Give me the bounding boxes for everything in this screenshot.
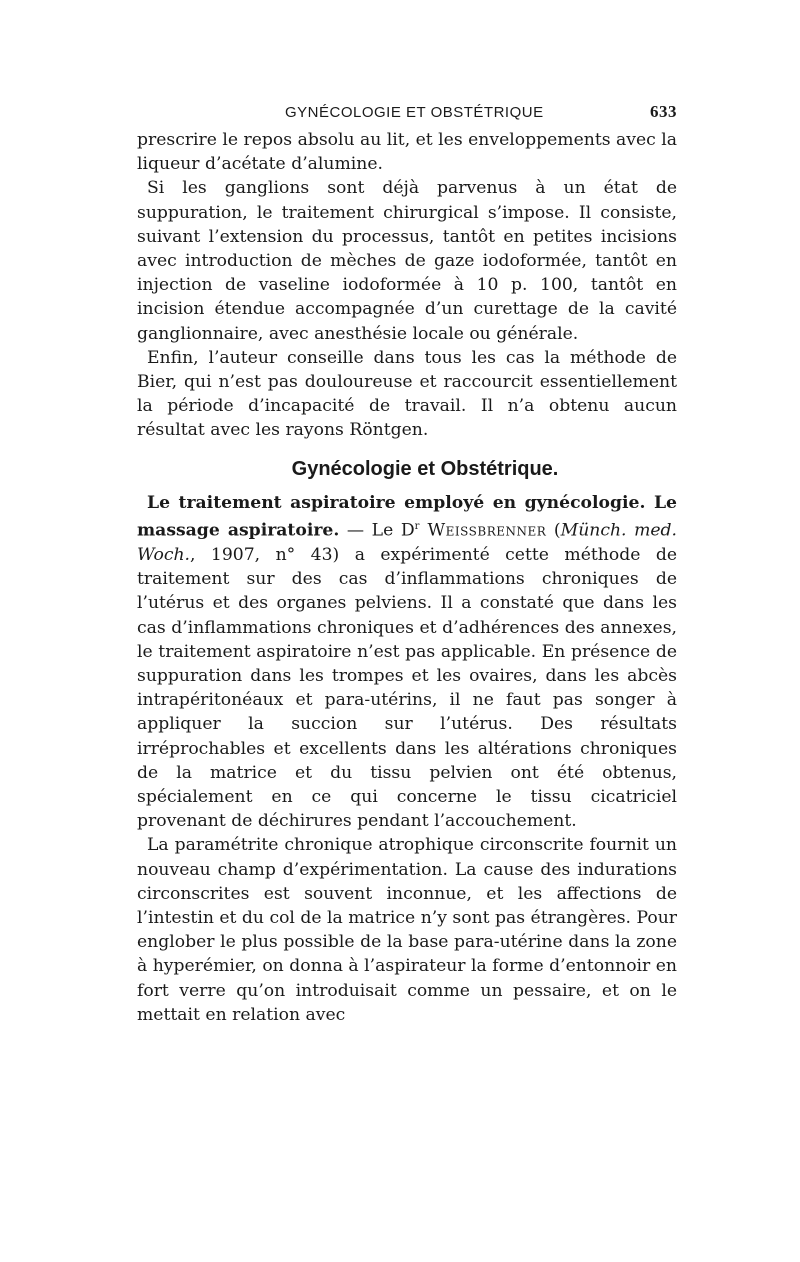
author-lead: — Le D	[339, 520, 415, 541]
book-page	[137, 100, 677, 1027]
article-paragraph-parametrite: La paramétrite chronique atrophique circonscrite fournit un nouveau champ d’expérimentation. La cause des indurations circonscrites est souvent inconnue, et les affections de l’intestin et du col de la matrice n’y sont pas étrangères. Pour englober le plus possible de la base para-utérine dans la zone à hyperémier, on donna à l’aspirateur la forme d’entonnoir en fort verre qu’on introduisait comme un pessaire, et on le mettait en relation avec	[137, 835, 677, 1025]
paragraph-bier-method: Enfin, l’auteur conseille dans tous les cas la méthode de Bier, qui n’est pas douloureuse et raccourcit essentiellement la période d’incapacité de travail. Il n’a obtenu aucun résultat avec les rayons Röntgen.	[137, 347, 677, 441]
paragraph-suppuration: Si les ganglions sont déjà parvenus à un état de suppuration, le traitement chirurgical s’impose. Il consiste, suivant l’extension du processus, tantôt en petites incisions avec introduction de mèches de gaze iodoformée, tantôt en injection de vaseline iodoformée à 10 p. 100, tantôt en incision étendue accompagnée d’un curettage de la cavité ganglionnaire, avec anesthésie locale ou générale.	[137, 178, 677, 344]
author-name: Weissbrenner	[419, 520, 547, 541]
citation-rest: , 1907, n° 43)	[190, 544, 340, 565]
running-head	[137, 100, 677, 128]
page-number: 633	[650, 102, 677, 121]
citation-journal: Münch. med. Woch.	[137, 520, 678, 565]
author-title-sup: r	[414, 521, 420, 533]
body-text	[137, 128, 677, 1027]
section-heading: Gynécologie et Obstétrique.	[291, 457, 559, 480]
paragraph-continued: prescrire le repos absolu au lit, et les enveloppements avec la liqueur d’acétate d’alumine.	[137, 130, 677, 175]
article-paragraph-text: a expérimenté cette méthode de traitement sur des cas d’inflammations chroniques de l’utérus et des organes pelviens. Il a constaté que dans les cas d’inflammations chroniques et d’adhérences des annexes, le traitement aspiratoire n’est pas applicable. En présence de suppuration dans les trompes et les ovaires, dans les abcès intrapéritonéaux et para-utérins, il ne faut pas songer à appliquer la succion sur l’utérus. Des résultats irréprochables et excellents dans les altérations chroniques de la matrice et du tissu pelvien ont été obtenus, spécialement en ce qui concerne le tissu cicatriciel provenant de déchirures pendant l’accouchement.	[137, 544, 677, 832]
running-title: GYNÉCOLOGIE ET OBSTÉTRIQUE	[285, 104, 544, 121]
article-paragraph-intro	[137, 491, 677, 834]
article-title: Le traitement aspiratoire employé en gynécologie. Le massage aspiratoire.	[137, 492, 677, 541]
citation-open: (	[546, 520, 561, 541]
